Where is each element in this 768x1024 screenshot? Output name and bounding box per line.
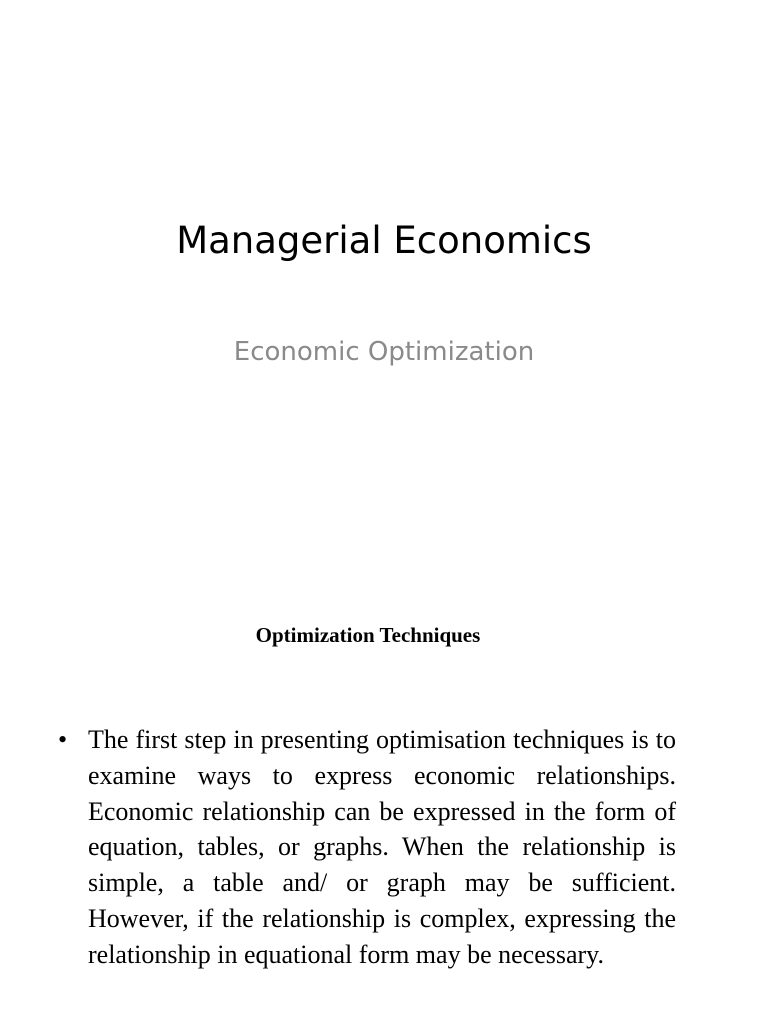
bullet-list (56, 722, 676, 973)
bullet-item (56, 722, 676, 973)
bullet-text: The first step in presenting optimisation techniques is to examine ways to express economic relationships. Economic relationship can be expressed in the form of equation, tables, or graphs. When the relationship is simple, a table and/ or graph may be sufficient. However, if the relationship is complex, expressing the relationship in equational form may be necessary. (88, 725, 676, 969)
slide-subtitle: Economic Optimization (233, 337, 535, 367)
slide-title: Managerial Economics (176, 219, 592, 262)
section-heading: Optimization Techniques (255, 623, 481, 647)
bullet-marker: • (58, 725, 68, 754)
